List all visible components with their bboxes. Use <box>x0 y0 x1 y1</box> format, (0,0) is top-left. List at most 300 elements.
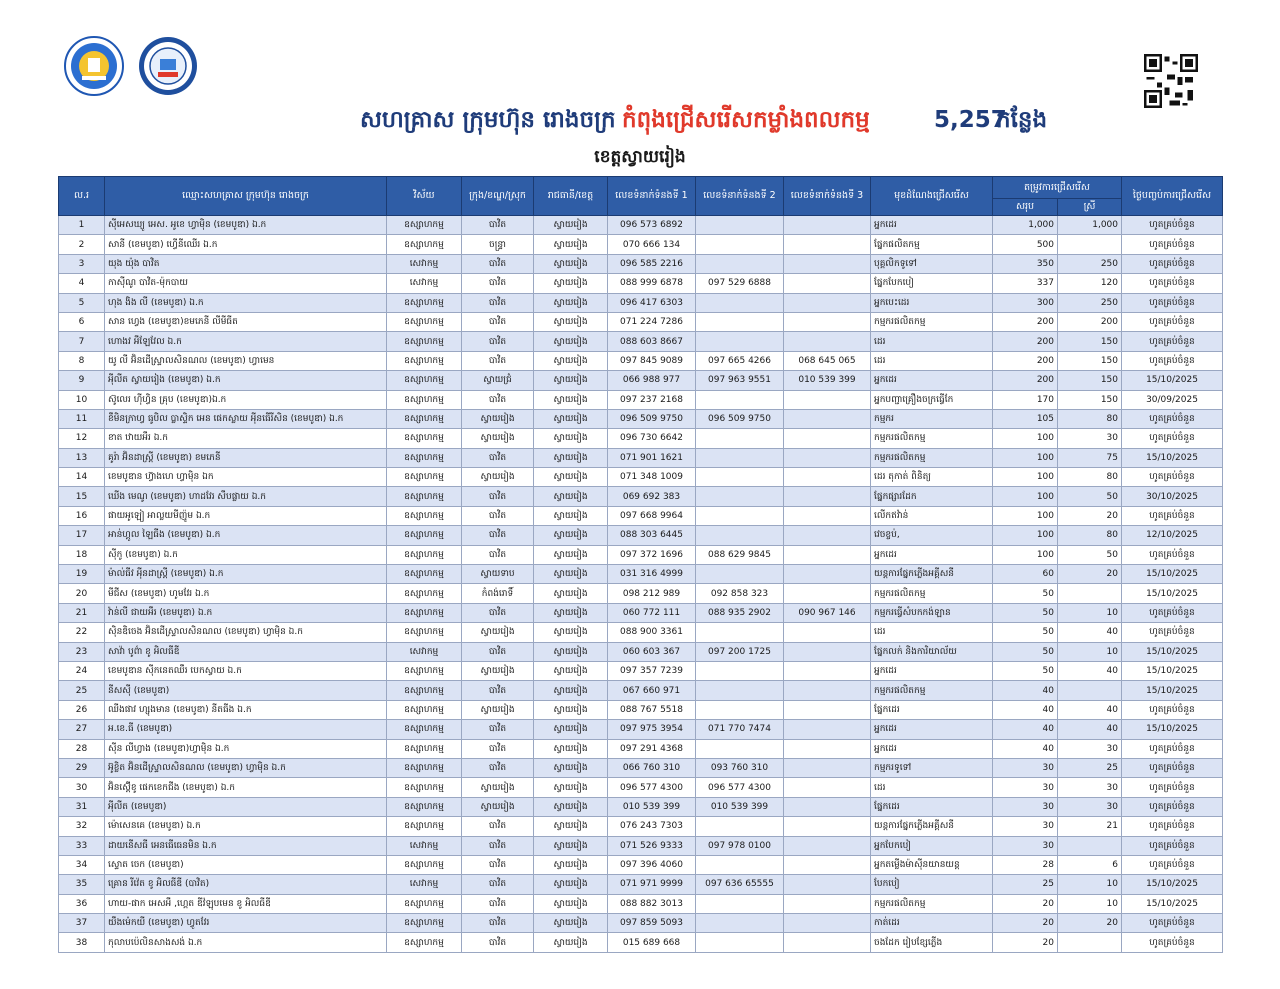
province-cell: ស្វាយរៀង <box>534 720 608 739</box>
province-cell: ស្វាយរៀង <box>534 448 608 467</box>
phone-1-cell: 097 237 2168 <box>608 390 696 409</box>
row-number-cell: 20 <box>59 584 105 603</box>
sector-cell: ឧស្សាហកម្ម <box>387 312 462 331</box>
female-needed-cell: 50 <box>1058 545 1122 564</box>
phone-1-cell: 096 577 4300 <box>608 778 696 797</box>
deadline-cell: ហូតគ្រប់ចំនួន <box>1122 254 1223 273</box>
female-needed-cell <box>1058 836 1122 855</box>
table-row <box>59 545 1223 564</box>
total-needed-cell: 105 <box>993 409 1058 428</box>
phone-3-cell <box>784 448 871 467</box>
table-row <box>59 797 1223 816</box>
phone-2-cell <box>696 526 784 545</box>
province-cell: ស្វាយរៀង <box>534 429 608 448</box>
deadline-cell: 15/10/2025 <box>1122 642 1223 661</box>
total-needed-cell: 30 <box>993 758 1058 777</box>
phone-3-cell: 010 539 399 <box>784 371 871 390</box>
female-needed-cell: 150 <box>1058 371 1122 390</box>
col-phone2: លេខទំនាក់ទំនងទី 2 <box>696 177 784 216</box>
table-row <box>59 254 1223 273</box>
phone-2-cell: 010 539 399 <box>696 797 784 816</box>
ministry-logo-icon <box>64 36 124 96</box>
sector-cell: ឧស្សាហកម្ម <box>387 758 462 777</box>
province-cell: ស្វាយរៀង <box>534 642 608 661</box>
female-needed-cell: 10 <box>1058 642 1122 661</box>
row-number-cell: 18 <box>59 545 105 564</box>
table-row <box>59 836 1223 855</box>
phone-1-cell: 096 573 6892 <box>608 216 696 235</box>
table-row <box>59 429 1223 448</box>
deadline-cell: ហូតគ្រប់ចំនួន <box>1122 506 1223 525</box>
total-needed-cell: 200 <box>993 371 1058 390</box>
total-needed-cell: 28 <box>993 855 1058 874</box>
phone-2-cell: 097 978 0100 <box>696 836 784 855</box>
sector-cell: សេវាកម្ម <box>387 642 462 661</box>
phone-1-cell: 096 509 9750 <box>608 409 696 428</box>
province-cell: ស្វាយរៀង <box>534 332 608 351</box>
position-cell: ផ្នែកបែកបៀ <box>871 274 993 293</box>
deadline-cell: 15/10/2025 <box>1122 448 1223 467</box>
phone-2-cell: 071 770 7474 <box>696 720 784 739</box>
total-needed-cell: 40 <box>993 700 1058 719</box>
sector-cell: ឧស្សាហកម្ម <box>387 933 462 952</box>
position-cell: ផ្នែកដេរ <box>871 797 993 816</box>
position-cell: អ្នកដេរ <box>871 216 993 235</box>
table-row <box>59 933 1223 952</box>
total-needed-cell: 40 <box>993 681 1058 700</box>
district-cell: បាវិត <box>462 681 534 700</box>
company-name-cell: ខេមបូឌាន ស៊ីកនេតឈឺរ បេកស្វាយ ឯ.ក <box>105 661 387 680</box>
phone-2-cell <box>696 894 784 913</box>
row-number-cell: 6 <box>59 312 105 331</box>
province-cell: ស្វាយរៀង <box>534 506 608 525</box>
position-cell: ផ្នែកផ្សារដែក <box>871 487 993 506</box>
col-deadline: ថ្ងៃបញ្ចប់ការជ្រើសរើស <box>1122 177 1223 216</box>
total-needed-cell: 40 <box>993 720 1058 739</box>
female-needed-cell: 40 <box>1058 623 1122 642</box>
phone-2-cell <box>696 468 784 487</box>
phone-3-cell <box>784 875 871 894</box>
phone-1-cell: 010 539 399 <box>608 797 696 816</box>
district-cell: បាវិត <box>462 758 534 777</box>
female-needed-cell: 20 <box>1058 914 1122 933</box>
total-needed-cell: 40 <box>993 739 1058 758</box>
sector-cell: ឧស្សាហកម្ម <box>387 429 462 448</box>
phone-3-cell <box>784 584 871 603</box>
deadline-cell: ហូតគ្រប់ចំនួន <box>1122 429 1223 448</box>
table-row <box>59 274 1223 293</box>
row-number-cell: 32 <box>59 817 105 836</box>
phone-1-cell: 097 845 9089 <box>608 351 696 370</box>
phone-1-cell: 071 901 1621 <box>608 448 696 467</box>
row-number-cell: 26 <box>59 700 105 719</box>
sector-cell: ឧស្សាហកម្ម <box>387 235 462 254</box>
phone-3-cell <box>784 758 871 777</box>
district-cell: កំពង់រោទិ៍ <box>462 584 534 603</box>
female-needed-cell: 150 <box>1058 390 1122 409</box>
phone-3-cell <box>784 914 871 933</box>
row-number-cell: 35 <box>59 875 105 894</box>
deadline-cell: ហូតគ្រប់ចំនួន <box>1122 468 1223 487</box>
total-needed-cell: 50 <box>993 603 1058 622</box>
position-cell: ផ្នែកផលិតកម្ម <box>871 235 993 254</box>
district-cell: បាវិត <box>462 293 534 312</box>
sector-cell: ឧស្សាហកម្ម <box>387 603 462 622</box>
province-cell: ស្វាយរៀង <box>534 274 608 293</box>
phone-2-cell: 096 577 4300 <box>696 778 784 797</box>
phone-3-cell <box>784 681 871 700</box>
phone-2-cell <box>696 216 784 235</box>
deadline-cell: ហូតគ្រប់ចំនួន <box>1122 545 1223 564</box>
company-name-cell: អាន់ហ្គូល ឡៃធីង (ខេមបូឌា) ឯ.ក <box>105 526 387 545</box>
deadline-cell: ហូតគ្រប់ចំនួន <box>1122 235 1223 254</box>
company-name-cell: ហោងវ អឹឡែវែល ឯ.ក <box>105 332 387 351</box>
jobs-table <box>58 176 1223 953</box>
district-cell: បាវិត <box>462 603 534 622</box>
phone-3-cell <box>784 817 871 836</box>
position-cell: ផ្នែកលក់ និងការិយាល័យ <box>871 642 993 661</box>
district-cell: បាវិត <box>462 274 534 293</box>
title-middle: កំពុងជ្រើសរើសកម្លាំងពលកម្ម <box>622 107 870 133</box>
phone-1-cell: 088 900 3361 <box>608 623 696 642</box>
deadline-cell: ហូតគ្រប់ចំនួន <box>1122 700 1223 719</box>
total-needed-cell: 170 <box>993 390 1058 409</box>
phone-2-cell: 097 200 1725 <box>696 642 784 661</box>
deadline-cell: 30/09/2025 <box>1122 390 1223 409</box>
phone-3-cell <box>784 235 871 254</box>
company-name-cell: សាន ហ្វេង (ខេមបូឌា)ខមភេនី លីមីធីត <box>105 312 387 331</box>
table-row <box>59 700 1223 719</box>
phone-2-cell <box>696 623 784 642</box>
row-number-cell: 1 <box>59 216 105 235</box>
female-needed-cell <box>1058 681 1122 700</box>
deadline-cell: ហូតគ្រប់ចំនួន <box>1122 758 1223 777</box>
total-needed-cell: 50 <box>993 623 1058 642</box>
phone-3-cell <box>784 797 871 816</box>
position-cell: វេចខ្ចប់, <box>871 526 993 545</box>
company-name-cell: ម៉ាល់ធីវ អុីនដាស្ត្រី (ខេមបូឌា) ឯ.ក <box>105 565 387 584</box>
province-cell: ស្វាយរៀង <box>534 603 608 622</box>
district-cell: បាវិត <box>462 914 534 933</box>
phone-1-cell: 067 660 971 <box>608 681 696 700</box>
row-number-cell: 38 <box>59 933 105 952</box>
position-cell: ចងដែក រៀបខ្សែភ្លើង <box>871 933 993 952</box>
sector-cell: ឧស្សាហកម្ម <box>387 739 462 758</box>
total-needed-cell: 100 <box>993 487 1058 506</box>
company-name-cell: កាស៊ីណូ បាវិត-ម៉ុកបាយ <box>105 274 387 293</box>
district-cell: បាវិត <box>462 642 534 661</box>
company-name-cell: ឈីងផាវ ហ្សុងមាន (ខេមបូឌា) នីតធីង ឯ.ក <box>105 700 387 719</box>
position-cell: ដេរ <box>871 351 993 370</box>
phone-2-cell <box>696 914 784 933</box>
district-cell: ស្វាយរៀង <box>462 623 534 642</box>
col-total: សរុប <box>993 199 1058 216</box>
phone-2-cell <box>696 293 784 312</box>
phone-3-cell <box>784 545 871 564</box>
table-row <box>59 623 1223 642</box>
province-cell: ស្វាយរៀង <box>534 758 608 777</box>
sector-cell: ឧស្សាហកម្ម <box>387 468 462 487</box>
company-name-cell: កុលាបប៉េលិនសាងសង់ ឯ.ក <box>105 933 387 952</box>
district-cell: ស្វាយរៀង <box>462 468 534 487</box>
title-total: 5,257 <box>934 107 1007 133</box>
district-cell: បាវិត <box>462 894 534 913</box>
phone-1-cell: 015 689 668 <box>608 933 696 952</box>
company-name-cell: ស៊ីអេសឃ្យូ អេស. អូខេ ហ្វាម៉ិន (ខេមបូឌា) ឯ.ក <box>105 216 387 235</box>
female-needed-cell: 150 <box>1058 332 1122 351</box>
district-cell: បាវិត <box>462 448 534 467</box>
sector-cell: ឧស្សាហកម្ម <box>387 855 462 874</box>
female-needed-cell: 20 <box>1058 506 1122 525</box>
table-row <box>59 914 1223 933</box>
total-needed-cell: 300 <box>993 293 1058 312</box>
female-needed-cell: 30 <box>1058 739 1122 758</box>
col-female: ស្រី <box>1058 199 1122 216</box>
deadline-cell: ហូតគ្រប់ចំនួន <box>1122 914 1223 933</box>
district-cell: ស្វាយជ្រំ <box>462 371 534 390</box>
phone-2-cell <box>696 312 784 331</box>
row-number-cell: 15 <box>59 487 105 506</box>
phone-1-cell: 071 348 1009 <box>608 468 696 487</box>
phone-1-cell: 066 988 977 <box>608 371 696 390</box>
district-cell: បាវិត <box>462 933 534 952</box>
total-needed-cell: 30 <box>993 817 1058 836</box>
position-cell: កម្មករផលិតកម្ម <box>871 448 993 467</box>
col-sector: វិស័យ <box>387 177 462 216</box>
position-cell: យន្តការផ្នែកភ្លើងអគ្គីសនី <box>871 565 993 584</box>
phone-1-cell: 088 603 8667 <box>608 332 696 351</box>
phone-1-cell: 076 243 7303 <box>608 817 696 836</box>
province-cell: ស្វាយរៀង <box>534 817 608 836</box>
table-row <box>59 875 1223 894</box>
total-needed-cell: 100 <box>993 429 1058 448</box>
female-needed-cell: 120 <box>1058 274 1122 293</box>
district-cell: បាវិត <box>462 817 534 836</box>
phone-3-cell <box>784 526 871 545</box>
row-number-cell: 8 <box>59 351 105 370</box>
district-cell: បាវិត <box>462 739 534 758</box>
total-needed-cell: 30 <box>993 836 1058 855</box>
table-row <box>59 506 1223 525</box>
row-number-cell: 25 <box>59 681 105 700</box>
district-cell: បាវិត <box>462 390 534 409</box>
phone-3-cell <box>784 429 871 448</box>
company-name-cell: អ៊ូខ្លិត អ៊ិនដើស្ទ្រាលសិនណល (ខេមបូឌា) ហ្វាម៉ិន ឯ.ក <box>105 758 387 777</box>
deadline-cell: 15/10/2025 <box>1122 894 1223 913</box>
province-cell: ស្វាយរៀង <box>534 235 608 254</box>
province-cell: ស្វាយរៀង <box>534 855 608 874</box>
sector-cell: ឧស្សាហកម្ម <box>387 448 462 467</box>
deadline-cell: ហូតគ្រប់ចំនួន <box>1122 817 1223 836</box>
position-cell: លើកឥវ៉ាន់ <box>871 506 993 525</box>
phone-3-cell <box>784 720 871 739</box>
row-number-cell: 19 <box>59 565 105 584</box>
province-cell: ស្វាយរៀង <box>534 351 608 370</box>
district-cell: ស្វាយរៀង <box>462 661 534 680</box>
phone-3-cell <box>784 933 871 952</box>
district-cell: បាវិត <box>462 487 534 506</box>
phone-2-cell <box>696 933 784 952</box>
phone-1-cell: 071 526 9333 <box>608 836 696 855</box>
female-needed-cell <box>1058 235 1122 254</box>
position-cell: កម្មករផលិតកម្ម <box>871 894 993 913</box>
row-number-cell: 10 <box>59 390 105 409</box>
sector-cell: ឧស្សាហកម្ម <box>387 545 462 564</box>
province-cell: ស្វាយរៀង <box>534 914 608 933</box>
province-cell: ស្វាយរៀង <box>534 526 608 545</box>
province-cell: ស្វាយរៀង <box>534 933 608 952</box>
phone-2-cell: 088 629 9845 <box>696 545 784 564</box>
position-cell: កម្មករផលិតកម្ម <box>871 681 993 700</box>
province-cell: ស្វាយរៀង <box>534 797 608 816</box>
phone-3-cell <box>784 332 871 351</box>
phone-2-cell <box>696 817 784 836</box>
position-cell: កម្មករផលិតកម្ម <box>871 429 993 448</box>
district-cell: បាវិត <box>462 875 534 894</box>
phone-1-cell: 097 396 4060 <box>608 855 696 874</box>
sector-cell: ឧស្សាហកម្ម <box>387 894 462 913</box>
company-name-cell: ខាត ឋាយអឹរ ឯ.ក <box>105 429 387 448</box>
phone-2-cell: 097 529 6888 <box>696 274 784 293</box>
district-cell: បាវិត <box>462 216 534 235</box>
company-name-cell: អុីលីត (ខេមបូឌា) <box>105 797 387 816</box>
position-cell: អ្នកដេរ <box>871 739 993 758</box>
female-needed-cell: 21 <box>1058 817 1122 836</box>
female-needed-cell: 40 <box>1058 700 1122 719</box>
phone-3-cell <box>784 894 871 913</box>
table-row <box>59 235 1223 254</box>
deadline-cell: 15/10/2025 <box>1122 584 1223 603</box>
district-cell: ចន្ទ្រា <box>462 235 534 254</box>
female-needed-cell <box>1058 933 1122 952</box>
phone-3-cell <box>784 506 871 525</box>
sector-cell: ឧស្សាហកម្ម <box>387 351 462 370</box>
phone-3-cell <box>784 836 871 855</box>
female-needed-cell: 40 <box>1058 720 1122 739</box>
phone-2-cell: 092 858 323 <box>696 584 784 603</box>
row-number-cell: 33 <box>59 836 105 855</box>
deadline-cell: 15/10/2025 <box>1122 720 1223 739</box>
sector-cell: ឧស្សាហកម្ម <box>387 526 462 545</box>
deadline-cell: 15/10/2025 <box>1122 661 1223 680</box>
sector-cell: ឧស្សាហកម្ម <box>387 332 462 351</box>
phone-2-cell: 088 935 2902 <box>696 603 784 622</box>
province-cell: ស្វាយរៀង <box>534 584 608 603</box>
table-row <box>59 332 1223 351</box>
phone-1-cell: 097 975 3954 <box>608 720 696 739</box>
district-cell: បាវិត <box>462 855 534 874</box>
deadline-cell: ហូតគ្រប់ចំនួន <box>1122 778 1223 797</box>
row-number-cell: 14 <box>59 468 105 487</box>
sector-cell: ឧស្សាហកម្ម <box>387 409 462 428</box>
female-needed-cell: 40 <box>1058 661 1122 680</box>
phone-3-cell <box>784 216 871 235</box>
position-cell: កម្មករផលិតកម្ម <box>871 312 993 331</box>
phone-3-cell <box>784 642 871 661</box>
deadline-cell: ហូតគ្រប់ចំនួន <box>1122 623 1223 642</box>
total-needed-cell: 200 <box>993 332 1058 351</box>
phone-1-cell: 031 316 4999 <box>608 565 696 584</box>
table-row <box>59 642 1223 661</box>
district-cell: បាវិត <box>462 836 534 855</box>
sector-cell: ឧស្សាហកម្ម <box>387 371 462 390</box>
row-number-cell: 9 <box>59 371 105 390</box>
table-row <box>59 720 1223 739</box>
female-needed-cell: 80 <box>1058 409 1122 428</box>
phone-1-cell: 069 692 383 <box>608 487 696 506</box>
position-cell: បែកបៀ <box>871 875 993 894</box>
deadline-cell: ហូតគ្រប់ចំនួន <box>1122 312 1223 331</box>
table-row <box>59 468 1223 487</box>
province-cell: ស្វាយរៀង <box>534 468 608 487</box>
district-cell: បាវិត <box>462 506 534 525</box>
table-row <box>59 661 1223 680</box>
phone-2-cell: 097 963 9551 <box>696 371 784 390</box>
sector-cell: ឧស្សាហកម្ម <box>387 817 462 836</box>
row-number-cell: 29 <box>59 758 105 777</box>
district-cell: បាវិត <box>462 254 534 273</box>
deadline-cell: 30/10/2025 <box>1122 487 1223 506</box>
company-name-cell: ស៊ូលេរ ហ៊ីហ្វិន គ្រុប (ខេមបូឌា)ឯ.ក <box>105 390 387 409</box>
sector-cell: ឧស្សាហកម្ម <box>387 584 462 603</box>
female-needed-cell: 20 <box>1058 565 1122 584</box>
row-number-cell: 34 <box>59 855 105 874</box>
district-cell: ស្វាយរៀង <box>462 409 534 428</box>
district-cell: ស្វាយរៀង <box>462 700 534 719</box>
total-needed-cell: 50 <box>993 661 1058 680</box>
province-cell: ស្វាយរៀង <box>534 778 608 797</box>
total-needed-cell: 100 <box>993 545 1058 564</box>
phone-1-cell: 070 666 134 <box>608 235 696 254</box>
position-cell: យន្តការផ្នែកភ្លើងអគ្គីសនី <box>871 817 993 836</box>
district-cell: បាវិត <box>462 526 534 545</box>
phone-2-cell <box>696 739 784 758</box>
phone-3-cell <box>784 409 871 428</box>
col-need: តម្រូវការជ្រើសរើស <box>993 177 1122 199</box>
company-name-cell: សានី (ខេមបូឌា) ហ្វើនីឈើរ ឯ.ក <box>105 235 387 254</box>
district-cell: ស្វាយរៀង <box>462 429 534 448</box>
female-needed-cell: 150 <box>1058 351 1122 370</box>
title-left: សហគ្រាស ក្រុមហ៊ុន រោងចក្រ <box>360 107 616 133</box>
phone-3-cell <box>784 487 871 506</box>
province-cell: ស្វាយរៀង <box>534 623 608 642</box>
phone-1-cell: 097 372 1696 <box>608 545 696 564</box>
row-number-cell: 3 <box>59 254 105 273</box>
phone-2-cell: 096 509 9750 <box>696 409 784 428</box>
female-needed-cell: 6 <box>1058 855 1122 874</box>
phone-2-cell: 097 665 4266 <box>696 351 784 370</box>
row-number-cell: 24 <box>59 661 105 680</box>
deadline-cell: ហូតគ្រប់ចំនួន <box>1122 293 1223 312</box>
company-name-cell: ស៊ិនឌិចេង អ៊ិនដើស្ទ្រាលសិនណល (ខេមបូឌា) ហ្វាម៉ិន ឯ.ក <box>105 623 387 642</box>
phone-1-cell: 088 999 6878 <box>608 274 696 293</box>
total-needed-cell: 20 <box>993 894 1058 913</box>
row-number-cell: 5 <box>59 293 105 312</box>
sector-cell: ឧស្សាហកម្ម <box>387 623 462 642</box>
province-cell: ស្វាយរៀង <box>534 390 608 409</box>
phone-3-cell <box>784 390 871 409</box>
institute-logo-icon <box>138 36 198 96</box>
district-cell: ស្វាយទាប <box>462 565 534 584</box>
company-name-cell: ហាយ-ផាក អេសអឹ ,ហ្គេត ឌីវ៉ឡុបមេន ខូ អិលធីឌី <box>105 894 387 913</box>
company-name-cell: ស្ទោត ចេក (ខេមបូឌា) <box>105 855 387 874</box>
deadline-cell: 12/10/2025 <box>1122 526 1223 545</box>
position-cell: ផ្នែកដេរ <box>871 700 993 719</box>
sector-cell: ឧស្សាហកម្ម <box>387 681 462 700</box>
sector-cell: ឧស្សាហកម្ម <box>387 661 462 680</box>
position-cell: អ្នកដេរ <box>871 661 993 680</box>
deadline-cell: ហូតគ្រប់ចំនួន <box>1122 855 1223 874</box>
